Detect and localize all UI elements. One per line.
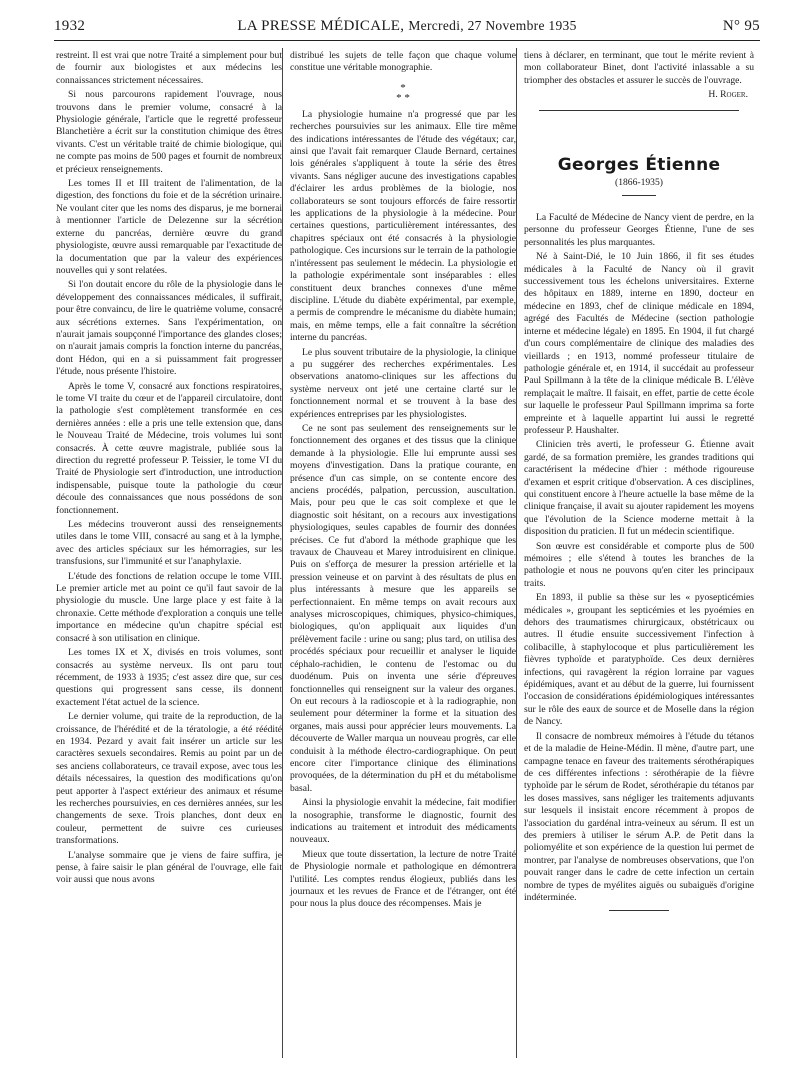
journal-name: LA PRESSE MÉDICALE, [237,18,405,34]
paragraph: L'analyse sommaire que je viens de faire suffira, je pense, à faire saisir le plan général de l'ouvrage, elle fait voir aussi que nous avons [56,849,282,886]
star-bottom: * * [396,91,410,104]
star-top: * [400,81,406,94]
paragraph: Après le tome V, consacré aux fonctions respiratoires, le tome VI traite du cœur et de l'appareil circulatoire, dont la pathologie s'est complètement transformée en ces dernières années : elle a pris une telle extension que, dans le Nouveau Traité de Médecine, trois volumes lui sont consacrés. À cette œuvre magistrale, publiée sous la direction du regretté professeur P. Teissier, le tome VI du Traité de Physiologie sert d'introduction, une introduction indispensable, puisque toute la pathologie du cœur découle des connaissances que nous possédons de son fonctionnement. [56,380,282,516]
paragraph: Il consacre de nombreux mémoires à l'étude du tétanos et de la maladie de Heine-Médin. Il mène, d'autre part, une campagne tenace en faveur des traitements sérothérapiques de ces différentes infections : sérothérapie de la fièvre typhoïde par le sérum de Rodet, sérothérapie du tétanos par les doses massives, sans négliger les traitements adjuvants sur lesquels il insistait encore récemment à propos de l'association du gardénal intra-veineux au sérum. Il est un des premiers à utiliser le sérum A.P. de Petit dans la poliomyélite et son expérience de la question lui permet de montrer, par l'analyse de nombreuses observations, que l'on pouvait ranger dans le cadre de cette infection un certain nombre de types de myélites aiguës ou subaiguës d'origine indéterminée. [524,730,754,903]
issue-date: Mercredi, 27 Novembre 1935 [408,18,577,33]
paragraph: Ce ne sont pas seulement des renseignements sur le fonctionnement des organes et des tissus que la clinique demande à la physiologie. Elle lui emprunte aussi ses moyens d'investigation. Dans la pratique courante, en présence d'un cas simple, on se contente encore des anciens procédés, palpation, percussion, auscultation. Mais, pour peu que le cas soit complexe et que le diagnostic soit hésitant, on a recours aux investigations physiologiques, seules capables de fournir des données précises. Ce fut d'abord la méthode graphique que les travaux de Chauveau et Marey introduisirent en clinique. Puis on s'efforça de mesurer la pression artérielle et la pression veineuse et on parvint à des résultats de plus en plus intéressants à mesure que les appareils se perfectionnaient. En même temps on avait recours aux analyses microscopiques, chimiques, physico-chimiques, biologiques, qu'on appliquait aux liquides d'un prélèvement facile : urine ou sang; plus tard, on utilisa des procédés spéciaux pour recueillir et analyser le liquide céphalo-rachidien, le contenu de l'estomac ou du duodénum. Puis on inventa une série d'épreuves fonctionnelles qui renseignent sur la valeur des organes. On eut recours à la radioscopie et à la radiographie, non seulement pour déterminer la forme et la situation des organes, mais aussi pour apprécier leurs mouvements. La découverte de Waller marqua un nouveau progrès, car elle conduisit à la méthode électro-cardiographique. On peut encore citer l'importance clinique des éliminations provoquées, de la détermination du pH et du métabolisme basal. [290,422,516,794]
end-rule [609,910,669,911]
paragraph: Si nous parcourons rapidement l'ouvrage, nous trouvons dans le premier volume, consacré à la Physiologie générale, l'article que le regretté professeur Blanchetière a écrit sur la constitution chimique des êtres vivants. C'est un véritable traité de chimie biologique, qui ne compte pas moins de 500 pages et fournit de nombreux et précieux renseignements. [56,89,282,175]
column-divider [282,48,283,1058]
paragraph: Mieux que toute dissertation, la lecture de notre Traité de Physiologie normale et pathologique en démontrera l'utilité. Les comptes rendus élogieux, publiés dans les journaux et les revues de France et de l'étranger, ont été pour nous la plus douce des récompenses. Mais je [290,848,516,910]
paragraph: Le dernier volume, qui traite de la reproduction, de la croissance, de l'hérédité et de la tératologie, a été réédité en 1934. Pezard y avait fait insérer un article sur les caractères sexuels secondaires. Remis au point par un de ses anciens collaborateurs, ce travail expose, avec tous les détails nécessaires, la question des modifications qu'on peut apporter à l'aspect extérieur des animaux et résume les recherches poursuivies, en ces dernières années, sur les changements de sexe. Trois planches, dont deux en couleur, permettent de suivre ces curieuses transformations. [56,711,282,847]
paragraph: En 1893, il publie sa thèse sur les « pyosepticémies médicales », groupant les septicémies et les pyoémies en dehors des traumatismes chirurgicaux, obstétricaux ou autres. Il étudie ensuite successivement l'infection à colibacille, à staphylocoque et plus particulièrement les fièvres typhoïde et paratyphoïde. Ces deux dernières infections, qui ravagèrent la région lorraine par vagues épidémiques, avant et au début de la guerre, lui fournissent l'occasion de considérations épidémiologiques intéressantes sur le rôle des eaux de source et de Moselle dans la région de Nancy. [524,592,754,728]
paragraph: Clinicien très averti, le professeur G. Étienne avait gardé, de sa formation première, les grandes traditions qui caractérisent la médecine d'hier : méthode rigoureuse d'examen et esprit critique d'observation. A ces disciplines, qui constituent encore à l'heure actuelle la base même de la clinique française, il avait su ajouter rapidement les moyens que l'évolution de la Science moderne mettait à la disposition du praticien. Il fut un médecin scientifique. [524,439,754,538]
paragraph: La physiologie humaine n'a progressé que par les recherches poursuivies sur les animaux. Elle tire même des indications intéressantes de l'étude des végétaux; car, ainsi que l'avait fait remarquer Claude Bernard, certaines lois générales s'appliquent à toute la série des êtres vivants. Sans négliger aucune des investigations capables d'éclairer les ardus problèmes de la biologie, nos collaborateurs se sont toujours efforcés de faire ressortir les applications de la physiologie à la médecine. Pour certaines questions, particulièrement intéressantes, des chapitres spéciaux ont été consacrés à la physiologie pathologique. Ces incursions sur le terrain de la pathologie n'intéressent pas seulement le médecin. La physiologie et la pathologie expérimentale sont inséparables : elles constituent deux branches connexes d'une même discipline. L'étude du diabète expérimental, par exemple, a permis de comprendre le mécanisme du diabète humain; mais, en même temps, elle a fait connaître la sécrétion interne du pancréas. [290,108,516,344]
paragraph: Si l'on doutait encore du rôle de la physiologie dans le développement des connaissances médicales, il suffirait, pour être convaincu, de lire le quatrième volume, consacré aux sécrétions externes. Sans l'expérimentation, on n'aurait jamais soupçonné l'importance des glandes closes; on n'aurait jamais compris la fonction interne du pancréas, dont Hédon, qui en a si puissamment fait progresser l'étude, nous présente l'histoire. [56,279,282,378]
author-signature: H. Roger. [708,89,748,101]
paragraph: La Faculté de Médecine de Nancy vient de perdre, en la personne du professeur Georges Étienne, l'une de ses personnalités les plus marquantes. [524,212,754,248]
paragraph: Ainsi la physiologie envahit la médecine, fait modifier la nosographie, transforme le diagnostic, fournit des indications au traitement et introduit des médicaments nouveaux. [290,797,516,846]
page-number: 1932 [54,18,86,34]
paragraph: tiens à déclarer, en terminant, que tout le mérite revient à mon collaborateur Binet, dont l'activité inlassable a su triompher des obstacles et assurer le succès de l'ouvrage. [524,50,754,86]
page-header [54,18,760,38]
paragraph: Le plus souvent tributaire de la physiologie, la clinique a pu suggérer des recherches expérimentales. Les observations anatomo-cliniques sur les affections du système nerveux ont jeté une certaine clarté sur le fonctionnement normal et se trouvent à la base des expériences entreprises par les physiologistes. [290,346,516,420]
header-rule [54,40,760,41]
paragraph: Les médecins trouveront aussi des renseignements utiles dans le tome VIII, consacré au sang et à la lymphe, avec des articles spéciaux sur les hémorragies, sur les transfusions, sur l'immunité et sur l'anaphylaxie. [56,519,282,568]
paragraph: Les tomes IX et X, divisés en trois volumes, sont consacrés au système nerveux. Ils ont paru tout récemment, de 1933 à 1935; c'est assez dire que, sur ces questions qui progressent sans cesse, ils donnent exactement l'état actuel de la science. [56,647,282,708]
paragraph: Né à Saint-Dié, le 10 Juin 1866, il fit ses études médicales à la Faculté de Nancy où il gravit successivement tous les échelons universitaires. Externe des hôpitaux en 1889, interne en 1890, docteur en médecine en 1893, chef de clinique médicale en 1894, agrégé des Facultés de Médecine (section pathologie interne et médecine légale) en 1895. En 1904, il fut chargé d'un cours complémentaire de clinique des maladies des vieillards ; en 1913, nommé professeur titulaire de pathologie générale et, en 1914, il succédait au professeur Paul Spillmann à la tête de la clinique médicale B. L'élève remplaçait le maître. Il faisait, en effet, partie de cette école sur laquelle le professeur Paul Spillmann imprima sa forte empreinte et à laquelle appartint lui aussi le regretté professeur P. Haushalter. [524,251,754,436]
section-break [290,83,516,103]
paragraph: restreint. Il est vrai que notre Traité a simplement pour but de fournir aux biologistes et aux médecins les connaissances strictement nécessaires. [56,50,282,86]
paragraph: Les tomes II et III traitent de l'alimentation, de la digestion, des fonctions du foie et de la sécrétion urinaire. Ne voulant citer que les noms des disparus, je me bornerai à mentionner l'article de Delezenne sur la sécrétion externe du pancréas, dernière œuvre du grand physiologiste, œuvre aussi remarquable par l'exactitude de la documentation que par la valeur des expériences nouvelles qui y sont relatées. [56,178,282,276]
journal-title [54,18,760,35]
paragraph: Son œuvre est considérable et comporte plus de 500 mémoires ; elle s'étend à toutes les branches de la pathologie et nous ne pouvons qu'en citer les principaux traits. [524,540,754,589]
article-separator [539,110,739,111]
obituary-dates: (1866-1935) [615,176,663,188]
paragraph: L'étude des fonctions de relation occupe le tome VIII. Le premier article met au point ce qu'il faut savoir de la physiologie du muscle. Une large place y est faite à la chronaxie. Cette méthode d'exploration a conquis une telle importance en médecine qu'un chapitre spécial est consacré à son utilisation en clinique. [56,570,282,644]
obituary-title: Georges Étienne [557,154,721,175]
column-2 [290,50,516,913]
column-1 [56,50,282,889]
paragraph: distribué les sujets de telle façon que chaque volume constitue une véritable monographie. [290,50,516,74]
title-rule [622,195,656,196]
column-divider [516,48,517,1058]
issue-number: N° 95 [722,18,760,34]
column-3 [524,50,754,911]
